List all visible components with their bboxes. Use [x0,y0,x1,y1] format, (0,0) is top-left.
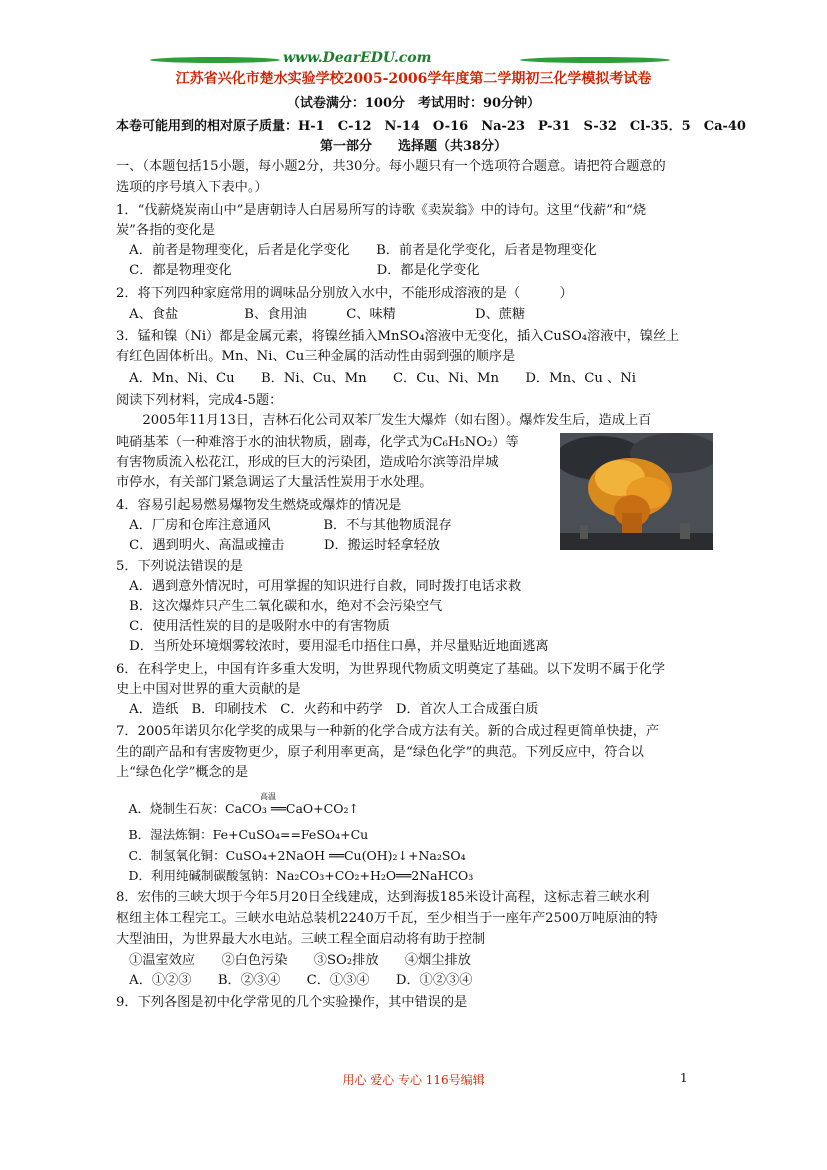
page-number: 1 [680,1071,688,1085]
text-line: 有害物质流入松花江，形成的巨大的污染团，造成哈尔滨等沿岸城 [116,455,499,470]
text-line: 6．在科学史上，中国有许多重大发明，为世界现代物质文明奠定了基础。以下发明不属于化学 [116,662,666,677]
header-swoosh-right [520,57,670,63]
text-line: 市停水，有关部门紧急调运了大量活性炭用于水处理。 [116,475,433,490]
text-line: A．前者是物理变化，后者是化学变化 B．前者是化学变化，后者是物理变化 [116,243,597,258]
text-line: ①温室效应 ②白色污染 ③SO₂排放 ④烟尘排放 [116,953,471,968]
text-line: 炭”各指的变化是 [116,223,216,238]
reaction-option-d: D．利用纯碱制碳酸氢钠：Na₂CO₃+CO₂+H₂O══2NaHCO₃ [116,868,474,883]
text-line: 史上中国对世界的重大贡献的是 [116,682,301,697]
text-line: 3．锰和镍（Ni）都是金属元素，将镍丝插入MnSO₄溶液中无变化，插入CuSO₄溶液中，镍丝上 [116,329,680,344]
text-line: D．当所处环境烟雾较浓时，要用湿毛巾捂住口鼻，并尽量贴近地面逃离 [116,639,549,654]
site-url[interactable]: www.DearEDU.com [283,50,432,66]
reaction-option-b: B．湿法炼铜：Fe+CuSO₄==FeSO₄+Cu [116,827,369,842]
reaction-condition: 高温 [260,792,276,801]
atomic-masses: 本卷可能用到的相对原子质量：H-1 C-12 N-14 O-16 Na-23 P-31 S-32 Cl-35．5 Ca-40 [116,119,746,134]
exam-title: 江苏省兴化市楚水实验学校2005-2006学年度第二学期初三化学模拟考试卷 [175,71,652,87]
text-line: 大型油田，为世界最大水电站。三峡工程全面启动将有助于控制 [116,932,486,947]
text-line: 阅读下列材料，完成4-5题： [116,393,283,408]
text-line: 7．2005年诺贝尔化学奖的成果与一种新的化学合成方法有关。新的合成过程更简单快捷，产 [116,724,660,739]
reaction-option-a: A．烧制生石灰：CaCO₃ ══CaO+CO₂↑ [116,801,359,816]
page-footer: 用心 爱心 专心 116号编辑 [342,1073,485,1087]
header-swoosh-left [150,57,280,63]
text-line: 吨硝基苯（一种难溶于水的油状物质，剧毒，化学式为C₆H₅NO₂）等 [116,435,519,450]
text-line: 有红色固体析出。Mn、Ni、Cu三种金属的活动性由弱到强的顺序是 [116,349,516,364]
explosion-photo [560,433,713,550]
text-line: 5．下列说法错误的是 [116,559,244,574]
text-line: A．遇到意外情况时，可用掌握的知识进行自救，同时拨打电话求救 [116,579,522,594]
text-line: 一、（本题包括15小题，每小题2分，共30分。每小题只有一个选项符合题意。请把符合题意的 [116,159,666,174]
text-line: 2005年11月13日，吉林石化公司双苯厂发生大爆炸（如右图）。爆炸发生后，造成上百 [116,413,652,428]
text-line: 2．将下列四种家庭常用的调味品分别放入水中，不能形成溶液的是（ ） [116,286,573,301]
text-line: 选项的序号填入下表中。） [116,180,268,195]
text-line: C．使用活性炭的目的是吸附水中的有害物质 [116,619,390,634]
reaction-option-c: C．制氢氧化铜：CuSO₄+2NaOH ══Cu(OH)₂↓+Na₂SO₄ [116,848,466,863]
text-line: 4．容易引起易燃易爆物发生燃烧或爆炸的情况是 [116,498,402,513]
text-line: 1．“伐薪烧炭南山中”是唐朝诗人白居易所写的诗歌《卖炭翁》中的诗句。这里“伐薪”和“烧 [116,203,647,218]
text-line: A．厂房和仓库注意通风 B．不与其他物质混存 [116,518,452,533]
exam-subtitle: （试卷满分：100分 考试用时：90分钟） [286,96,541,111]
text-line: 9．下列各图是初中化学常见的几个实验操作，其中错误的是 [116,995,468,1010]
text-line: A．Mn、Ni、Cu B．Ni、Cu、Mn C．Cu、Ni、Mn D．Mn、Cu 、Ni [116,371,636,386]
text-line: A．①②③ B．②③④ C．①③④ D．①②③④ [116,973,473,988]
text-line: A、食盐 B、食用油 C、味精 D、蔗糖 [116,307,526,322]
text-line: B．这次爆炸只产生二氧化碳和水，绝对不会污染空气 [116,599,443,614]
part-heading: 第一部分 选择题（共38分） [319,139,508,154]
text-line: 上“绿色化学”概念的是 [116,765,249,780]
text-line: C．遇到明火、高温或撞击 D．搬运时轻拿轻放 [116,538,440,553]
text-line: 8．宏伟的三峡大坝于今年5月20日全线建成，达到海拔185米设计高程，这标志着三峡水利 [116,890,650,905]
text-line: 生的副产品和有害废物更少，原子利用率更高，是“绿色化学”的典范。下列反应中，符合以 [116,745,644,760]
text-line: A．造纸 B．印刷技术 C．火药和中药学 D．首次人工合成蛋白质 [116,702,539,717]
text-line: C．都是物理变化 D．都是化学变化 [116,263,480,278]
text-line: 枢纽主体工程完工。三峡水电站总装机2240万千瓦，至少相当于一座年产2500万吨原油的特 [116,911,658,926]
